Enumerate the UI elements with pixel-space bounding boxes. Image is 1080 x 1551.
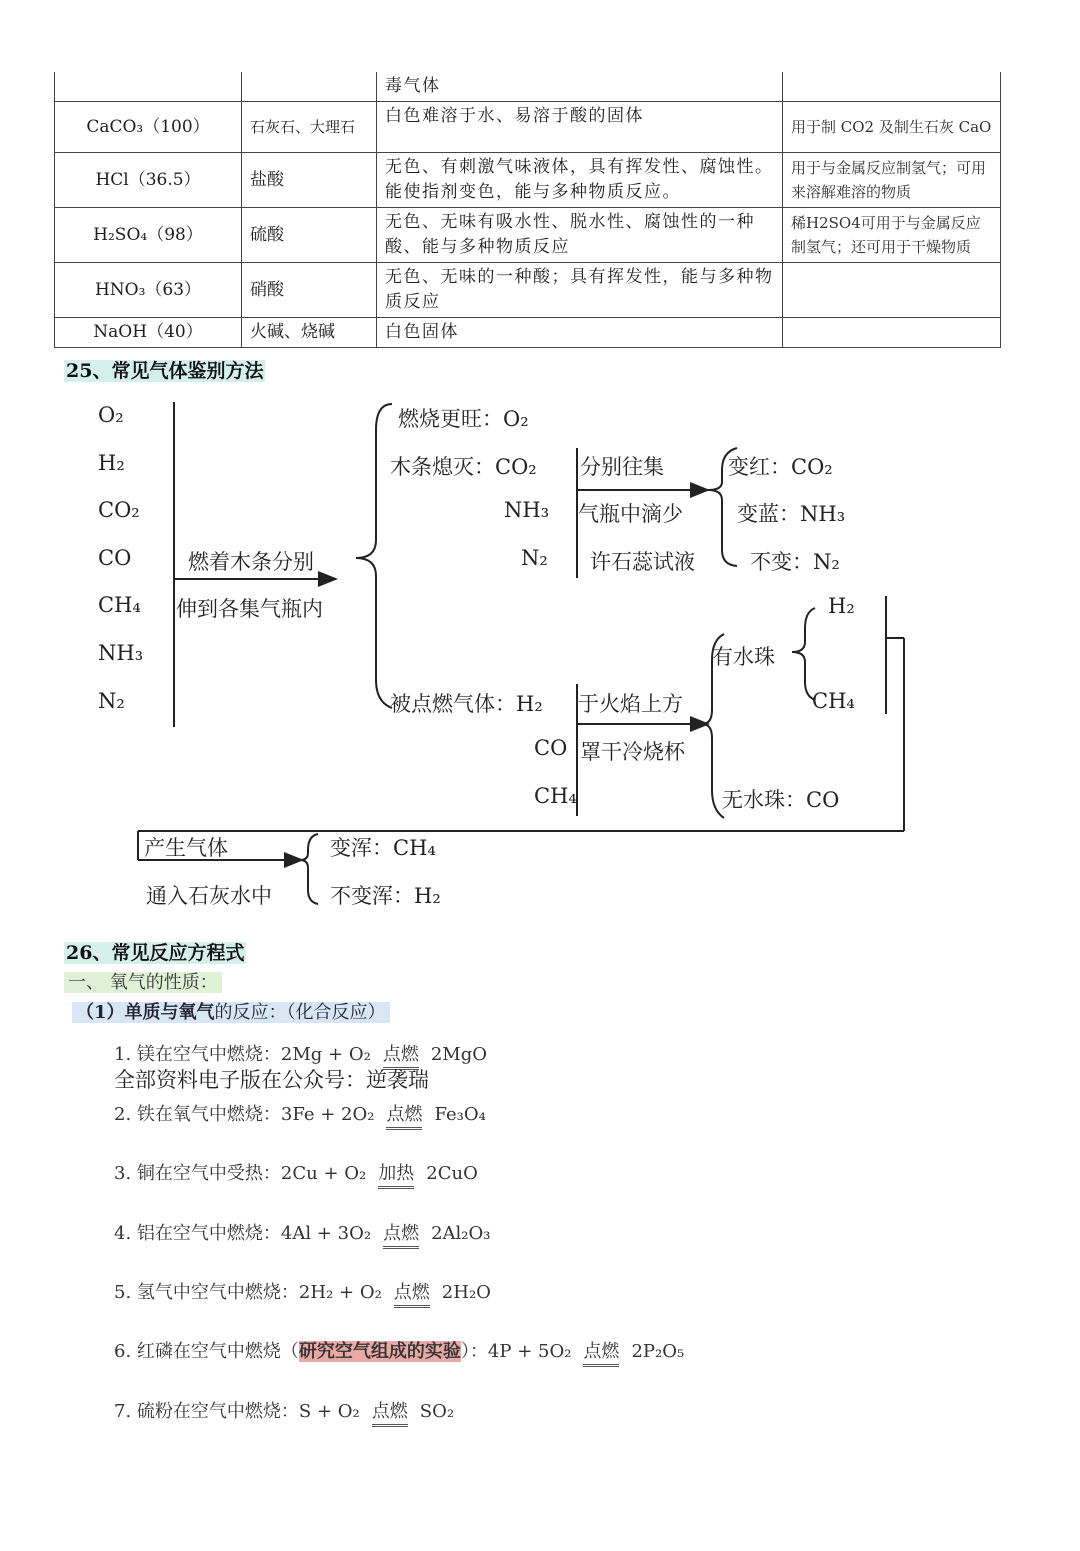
eq-condition: 加热 xyxy=(378,1159,414,1189)
properties-cell: 无色、无味的一种酸；具有挥发性，能与多种物质反应 xyxy=(377,263,783,318)
result-no-change: 不变：N₂ xyxy=(750,550,840,574)
table-row xyxy=(55,318,1001,348)
section-26-title xyxy=(64,938,246,965)
oxygen-properties-text: 一、 氧气的性质： xyxy=(64,972,222,993)
gas-o2: O₂ xyxy=(98,403,124,427)
equation-row xyxy=(114,1219,491,1249)
eq-condition: 点燃 xyxy=(394,1278,430,1308)
properties-cell: 白色固体 xyxy=(377,318,783,348)
heading-rest: 的反应：（化合反应） xyxy=(214,1002,386,1023)
section-25-title-text: 25、常见气体鉴别方法 xyxy=(66,360,264,382)
eq-condition: 点燃 xyxy=(386,1100,422,1130)
formula-cell: H₂SO₄（98） xyxy=(55,208,242,263)
eq-number: 2. xyxy=(114,1104,132,1125)
result-turbid: 变浑：CH₄ xyxy=(330,836,436,860)
name-cell xyxy=(242,72,377,102)
equation-row xyxy=(114,1278,491,1308)
table-row xyxy=(55,208,1001,263)
eq-number: 3. xyxy=(114,1163,132,1184)
ignited-gas: 被点燃气体：H₂ xyxy=(390,692,543,716)
gas-ch4: CH₄ xyxy=(98,593,141,617)
step1-line1: 燃着木条分别 xyxy=(188,550,314,574)
uses-cell xyxy=(783,318,1001,348)
eq-reactants: 2Cu + O₂ xyxy=(280,1163,367,1184)
eq-description: 铝在空气中燃烧： xyxy=(136,1223,281,1244)
name-cell: 盐酸 xyxy=(242,153,377,208)
eq-note-highlight: 研究空气组成的实验 xyxy=(298,1341,461,1362)
eq-number: 1. xyxy=(114,1044,132,1065)
step1-line2: 伸到各集气瓶内 xyxy=(176,597,323,621)
section-25-title xyxy=(64,356,265,383)
oxygen-properties-heading xyxy=(64,968,222,994)
water-drops: 有水珠 xyxy=(712,645,775,669)
eq-condition: 点燃 xyxy=(383,1219,419,1249)
watermark-text: 全部资料电子版在公众号：逆袭瑞 xyxy=(114,1068,429,1092)
eq-reactants: 3Fe + 2O₂ xyxy=(280,1104,375,1125)
eq-description: 铜在空气中受热： xyxy=(136,1163,281,1184)
h2-result: H₂ xyxy=(828,594,855,618)
eq-condition: 点燃 xyxy=(383,1040,419,1070)
name-cell: 硫酸 xyxy=(242,208,377,263)
gas-h2: H₂ xyxy=(98,451,125,475)
eq-description: 硫粉在空气中燃烧： xyxy=(136,1401,299,1422)
flame-step-2: 罩干冷烧杯 xyxy=(580,740,685,764)
eq-reactants: S + O₂ xyxy=(298,1401,360,1422)
properties-cell: 白色难溶于水、易溶于酸的固体 xyxy=(377,102,783,153)
eq-products: 2H₂O xyxy=(441,1282,491,1303)
collect-step-3: 许石蕊试液 xyxy=(590,550,695,574)
table-row xyxy=(55,102,1001,153)
gas-produced: 产生气体 xyxy=(144,836,228,860)
uses-cell xyxy=(783,72,1001,102)
ch4-result: CH₄ xyxy=(812,689,855,713)
eq-description-end: ）： xyxy=(460,1341,488,1362)
name-cell: 硝酸 xyxy=(242,263,377,318)
properties-cell: 无色、有刺激气味液体，具有挥发性、腐蚀性。能使指剂变色，能与多种物质反应。 xyxy=(377,153,783,208)
result-not-turbid: 不变浑：H₂ xyxy=(330,884,441,908)
eq-condition: 点燃 xyxy=(583,1337,619,1367)
uses-cell xyxy=(783,263,1001,318)
eq-number: 4. xyxy=(114,1223,132,1244)
name-cell: 石灰石、大理石 xyxy=(242,102,377,153)
nh3-label: NH₃ xyxy=(504,498,550,522)
eq-number: 7. xyxy=(114,1401,132,1422)
formula-cell: HNO₃（63） xyxy=(55,263,242,318)
ch4-label: CH₄ xyxy=(534,784,577,808)
equation-row xyxy=(114,1337,684,1367)
flame-step-1: 于火焰上方 xyxy=(578,692,683,716)
table-row xyxy=(55,153,1001,208)
uses-cell: 用于与金属反应制氢气；可用来溶解难溶的物质 xyxy=(783,153,1001,208)
gas-co2: CO₂ xyxy=(98,498,140,522)
gas-nh3: NH₃ xyxy=(98,641,144,665)
eq-products: Fe₃O₄ xyxy=(434,1104,486,1125)
element-oxygen-reaction-text xyxy=(72,1002,390,1023)
properties-cell: 无色、无味有吸水性、脱水性、腐蚀性的一种酸、能与多种物质反应 xyxy=(377,208,783,263)
properties-cell: 毒气体 xyxy=(377,72,783,102)
eq-condition: 点燃 xyxy=(372,1397,408,1427)
no-water-drops: 无水珠：CO xyxy=(722,788,840,812)
eq-reactants: 2Mg + O₂ xyxy=(280,1044,371,1065)
limewater-step: 通入石灰水中 xyxy=(146,884,272,908)
eq-reactants: 2H₂ + O₂ xyxy=(298,1282,382,1303)
formula-cell: HCl（36.5） xyxy=(55,153,242,208)
eq-reactants: 4Al + 3O₂ xyxy=(280,1223,372,1244)
eq-description: 氢气中空气中燃烧： xyxy=(136,1282,299,1303)
eq-number: 5. xyxy=(114,1282,132,1303)
n2-label: N₂ xyxy=(521,546,548,570)
formula-cell: NaOH（40） xyxy=(55,318,242,348)
co-label: CO xyxy=(534,736,568,760)
extinguished: 木条熄灭：CO₂ xyxy=(390,455,537,479)
formula-cell: CaCO₃（100） xyxy=(55,102,242,153)
eq-number: 6. xyxy=(114,1341,132,1362)
chemicals-table xyxy=(54,72,1001,348)
formula-cell xyxy=(55,72,242,102)
eq-products: 2MgO xyxy=(430,1044,487,1065)
eq-products: 2CuO xyxy=(426,1163,478,1184)
eq-products: 2Al₂O₃ xyxy=(431,1223,491,1244)
uses-cell: 稀H2SO4可用于与金属反应制氢气；还可用于干燥物质 xyxy=(783,208,1001,263)
result-red: 变红：CO₂ xyxy=(728,455,833,479)
name-cell: 火碱、烧碱 xyxy=(242,318,377,348)
eq-description: 铁在氧气中燃烧： xyxy=(136,1104,281,1125)
burn-brighter: 燃烧更旺：O₂ xyxy=(398,407,529,431)
uses-cell: 用于制 CO2 及制生石灰 CaO xyxy=(783,102,1001,153)
gas-n2: N₂ xyxy=(98,689,125,713)
eq-products: SO₂ xyxy=(419,1401,455,1422)
heading-bold: （1）单质与氧气 xyxy=(76,1002,215,1023)
equation-row xyxy=(114,1100,486,1130)
element-oxygen-reaction-heading xyxy=(72,998,390,1024)
table-row xyxy=(55,263,1001,318)
collect-step-1: 分别往集 xyxy=(580,455,664,479)
collect-step-2: 气瓶中滴少 xyxy=(578,502,683,526)
eq-products: 2P₂O₅ xyxy=(631,1341,685,1362)
result-blue: 变蓝：NH₃ xyxy=(737,502,846,526)
gas-co: CO xyxy=(98,546,132,570)
eq-description: 镁在空气中燃烧： xyxy=(136,1044,281,1065)
table-row xyxy=(55,72,1001,102)
equation-row xyxy=(114,1159,478,1189)
eq-description: 红磷在空气中燃烧（ xyxy=(136,1341,299,1362)
section-26-title-text: 26、常见反应方程式 xyxy=(66,942,245,964)
eq-reactants: 4P + 5O₂ xyxy=(487,1341,572,1362)
equation-row xyxy=(114,1397,454,1427)
